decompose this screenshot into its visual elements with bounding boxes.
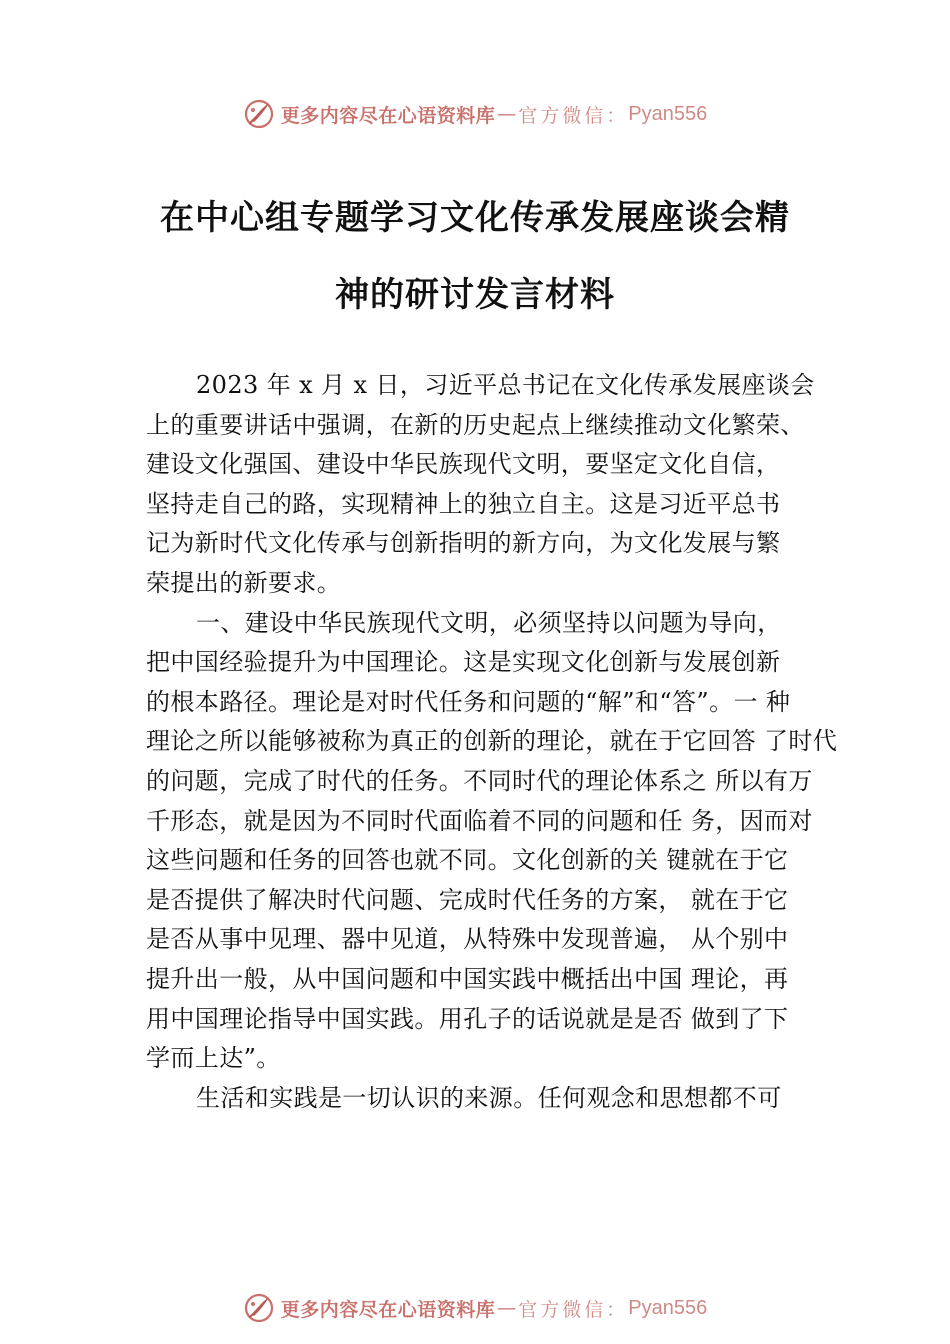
body-line: 记为新时代文化传承与创新指明的新方向，为文化发展与繁 (146, 529, 781, 558)
body-line: 是否提供了解决时代问题、完成时代任务的方案， 就在于它 (146, 885, 789, 914)
footer-banner (0, 1288, 950, 1328)
banner-separator: — (497, 1297, 517, 1319)
body-line: 把中国经验提升为中国理论。这是实现文化创新与发展创新 (146, 648, 781, 677)
body-line: 这些问题和任务的回答也就不同。文化创新的关 键就在于它 (146, 846, 789, 875)
banner-wechat-id: Pyan556 (628, 1296, 708, 1319)
body-line: 的根本路径。理论是对时代任务和问题的“解”和“答”。一 种 (146, 687, 791, 716)
banner-subtitle: 官方微信： (518, 104, 629, 127)
document-title-line-1: 在中心组专题学习文化传承发展座谈会精 (160, 198, 790, 238)
body-line: 用中国理论指导中国实践。用孔子的话说就是是否 做到了下 (146, 1004, 789, 1033)
banner-subtitle: 官方微信： (518, 1298, 629, 1321)
body-line: 荣提出的新要求。 (146, 568, 342, 597)
quill-logo-icon (243, 98, 275, 130)
body-line: 学而上达”。 (146, 1044, 281, 1073)
body-line: 生活和实践是一切认识的来源。任何观念和思想都不可 (196, 1083, 782, 1112)
body-line: 上的重要讲话中强调，在新的历史起点上继续推动文化繁荣、 (146, 410, 805, 439)
body-line: 一、建设中华民族现代文明，必须坚持以问题为导向， (196, 608, 782, 637)
body-line: 千形态，就是因为不同时代面临着不同的问题和任 务，因而对 (146, 806, 813, 835)
body-line: 2023 年 x 月 x 日，习近平总书记在文化传承发展座谈会 (196, 371, 815, 399)
banner-wechat-id: Pyan556 (628, 102, 708, 125)
body-line: 坚持走自己的路，实现精神上的独立自主。这是习近平总书 (146, 489, 781, 518)
banner-separator: — (497, 103, 517, 125)
body-line: 理论之所以能够被称为真正的创新的理论，就在于它回答 了时代 (146, 727, 838, 756)
header-banner (0, 94, 950, 134)
document-title-line-2: 神的研讨发言材料 (335, 275, 615, 315)
body-line: 的问题，完成了时代的任务。不同时代的理论体系之 所以有万 (146, 766, 813, 795)
banner-title: 更多内容尽在心语资料库 (280, 104, 496, 127)
banner-title: 更多内容尽在心语资料库 (280, 1298, 496, 1321)
body-line: 是否从事中见理、器中见道，从特殊中发现普遍， 从个别中 (146, 925, 789, 954)
body-line: 提升出一般，从中国问题和中国实践中概括出中国 理论，再 (146, 964, 789, 993)
body-line: 建设文化强国、建设中华民族现代文明，要坚定文化自信， (146, 450, 781, 479)
document-body (146, 366, 836, 1118)
quill-logo-icon (243, 1292, 275, 1324)
